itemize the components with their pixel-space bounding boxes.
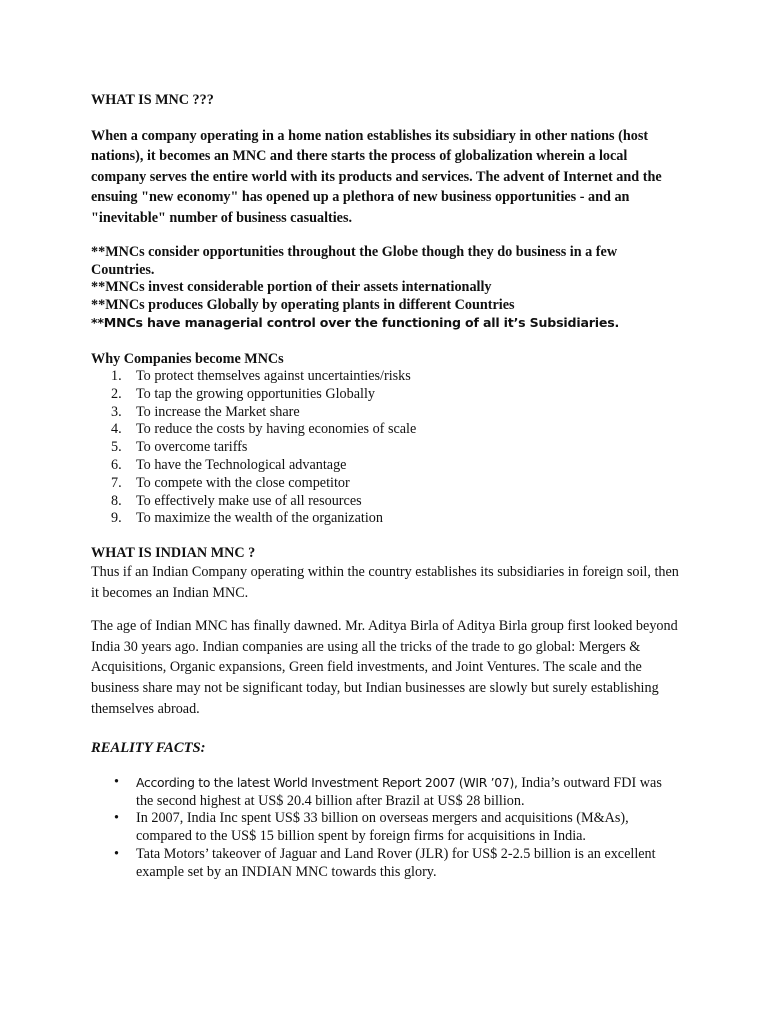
trait-item: **MNCs consider opportunities throughout the Globe though they do business in a few Countries. (91, 244, 618, 278)
list-text: To effectively make use of all resources (136, 492, 362, 509)
list-item (91, 386, 681, 404)
list-number: 8. (111, 492, 122, 509)
list-number: 9. (111, 510, 122, 527)
list-item (91, 510, 681, 528)
list-item (91, 368, 681, 386)
fact-text-lead: According to the latest World Investment Report 2007 (WIR ’07), (136, 774, 518, 790)
reasons-list (91, 368, 681, 528)
document-page (91, 90, 681, 882)
bullet-icon: • (114, 845, 119, 862)
bullet-icon: • (114, 773, 119, 790)
list-item (91, 810, 681, 846)
reality-facts-heading: REALITY FACTS: (91, 739, 206, 756)
list-number: 4. (111, 421, 122, 438)
why-companies-heading: Why Companies become MNCs (91, 351, 284, 367)
list-item (91, 404, 681, 422)
facts-list (91, 774, 681, 882)
trait-item: **MNCs have managerial control over the functioning of all it’s Subsidiaries. (91, 315, 620, 331)
list-number: 1. (111, 368, 122, 384)
list-number: 2. (111, 385, 122, 402)
list-number: 3. (111, 403, 122, 420)
intro-paragraph: When a company operating in a home nation establishes its subsidiary in other nations (host nations), it becomes an MNC and there starts the process of globalization wherein a local company serves the entire world with its products and services. The advent of Internet and the ensuing "new economy" has opened up a plethora of new business opportunities - and an "inevitable" number of business casualties. (91, 128, 662, 226)
list-number: 5. (111, 439, 122, 456)
fact-text: In 2007, India Inc spent US$ 33 billion on overseas mergers and acquisitions (M&As), compared to the US$ 15 billion spent by foreign firms for acquisitions in India. (136, 810, 629, 845)
list-item (91, 774, 681, 811)
list-item (91, 475, 681, 493)
bullet-icon: • (114, 810, 119, 827)
list-text: To have the Technological advantage (136, 456, 347, 473)
list-item (91, 421, 681, 439)
heading-what-is-indian-mnc: WHAT IS INDIAN MNC ? (91, 545, 256, 562)
trait-item: **MNCs produces Globally by operating plants in different Countries (91, 296, 515, 313)
trait-item: **MNCs invest considerable portion of their assets internationally (91, 279, 492, 296)
list-text: To maximize the wealth of the organization (136, 510, 383, 527)
indian-mnc-definition: Thus if an Indian Company operating within the country establishes its subsidiaries in foreign soil, then it becomes an Indian MNC. (91, 564, 679, 601)
list-number: 7. (111, 474, 122, 491)
list-text: To tap the growing opportunities Globally (136, 385, 375, 402)
list-text: To increase the Market share (136, 403, 300, 420)
list-text: To overcome tariffs (136, 439, 248, 456)
indian-mnc-age-paragraph: The age of Indian MNC has finally dawned. Mr. Aditya Birla of Aditya Birla group first looked beyond India 30 years ago. Indian companies are using all the tricks of the trade to go global: Mergers & Acquisitions, Organic expansions, Green field investments, and Joint Ventures. The scale and the business share may not be significant today, but Indian businesses are slowly but surely establishing themselves abroad. (91, 617, 678, 717)
list-item (91, 457, 681, 475)
mnc-traits (91, 244, 681, 332)
list-text: To protect themselves against uncertainties/risks (136, 368, 411, 384)
list-item (91, 439, 681, 457)
fact-text: India’s outward FDI was the second highest at US$ 20.4 billion after Brazil at US$ 28 billion. (136, 774, 662, 809)
list-text: To compete with the close competitor (136, 474, 350, 491)
heading-what-is-mnc: WHAT IS MNC ??? (91, 92, 214, 108)
fact-text: Tata Motors’ takeover of Jaguar and Land Rover (JLR) for US$ 2-2.5 billion is an excellent example set by an INDIAN MNC towards this glory. (136, 845, 656, 880)
list-number: 6. (111, 456, 122, 473)
list-item (91, 846, 681, 882)
list-item (91, 493, 681, 511)
list-text: To reduce the costs by having economies of scale (136, 421, 417, 438)
